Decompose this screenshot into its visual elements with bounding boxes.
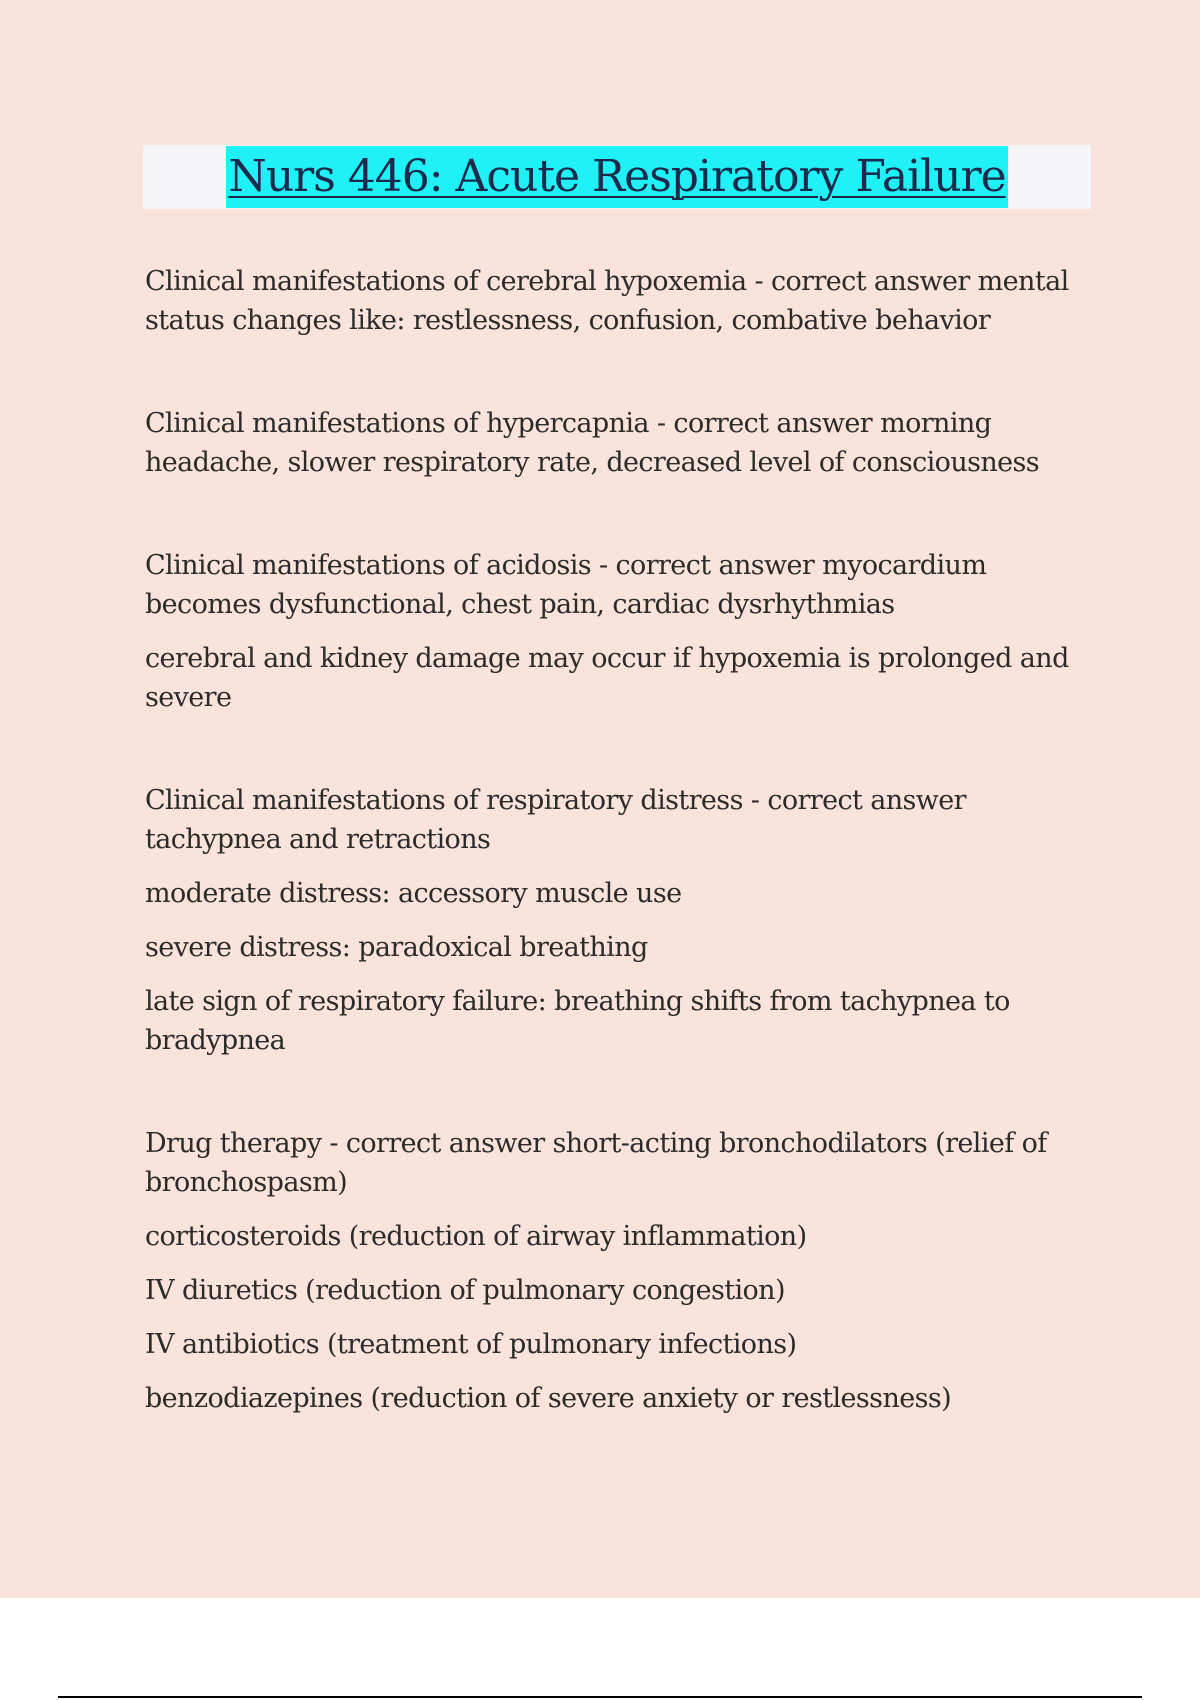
- flashcard-answer-line: cerebral and kidney damage may occur if hypoxemia is prolonged and severe: [145, 643, 1069, 713]
- answer-separator: - correct answer: [746, 266, 978, 297]
- page-title: Nurs 446: Acute Respiratory Failure: [226, 146, 1007, 208]
- flashcard-question: Drug therapy: [145, 1128, 322, 1159]
- answer-separator: - correct answer: [321, 1128, 553, 1159]
- flashcard-qa: [145, 546, 1085, 624]
- flashcard: [145, 781, 1085, 1060]
- flashcard-answer-line: severe distress: paradoxical breathing: [145, 932, 648, 963]
- flashcard-answer: mental status changes like: restlessness, confusion, combative behavior: [145, 266, 1069, 336]
- flashcard-answer: myocardium becomes dysfunctional, chest pain, cardiac dysrhythmias: [145, 550, 987, 620]
- flashcard-answer-line: late sign of respiratory failure: breathing shifts from tachypnea to bradypnea: [145, 986, 1010, 1056]
- answer-separator: - correct answer: [648, 408, 881, 439]
- flashcard-answer-line: IV diuretics (reduction of pulmonary congestion): [145, 1275, 785, 1306]
- flashcard-list: [145, 262, 1085, 1482]
- flashcard-question: Clinical manifestations of respiratory distress: [145, 785, 743, 816]
- flashcard-answer: morning headache, slower respiratory rate, decreased level of consciousness: [145, 408, 1040, 478]
- flashcard-qa: [145, 404, 1085, 482]
- flashcard-answer-line: corticosteroids (reduction of airway inflammation): [145, 1221, 807, 1252]
- flashcard-answer-line: benzodiazepines (reduction of severe anxiety or restlessness): [145, 1383, 952, 1414]
- flashcard-question: Clinical manifestations of acidosis: [145, 550, 592, 581]
- flashcard-answer-line: IV antibiotics (treatment of pulmonary infections): [145, 1329, 797, 1360]
- flashcard: [145, 262, 1085, 340]
- flashcard-qa: [145, 262, 1085, 340]
- flashcard-question: Clinical manifestations of cerebral hypoxemia: [145, 266, 747, 297]
- title-bar: [143, 145, 1091, 209]
- flashcard-answer: short-acting bronchodilators (relief of bronchospasm): [145, 1128, 1047, 1198]
- footer-divider: [58, 1696, 1142, 1698]
- flashcard-qa: [145, 781, 1085, 859]
- flashcard: [145, 546, 1085, 717]
- answer-separator: - correct answer: [591, 550, 823, 581]
- flashcard: [145, 404, 1085, 482]
- answer-separator: - correct answer: [742, 785, 966, 816]
- flashcard: [145, 1124, 1085, 1418]
- flashcard-answer: tachypnea and retractions: [145, 824, 491, 855]
- flashcard-qa: [145, 1124, 1085, 1202]
- flashcard-answer-line: moderate distress: accessory muscle use: [145, 878, 682, 909]
- flashcard-question: Clinical manifestations of hypercapnia: [145, 408, 649, 439]
